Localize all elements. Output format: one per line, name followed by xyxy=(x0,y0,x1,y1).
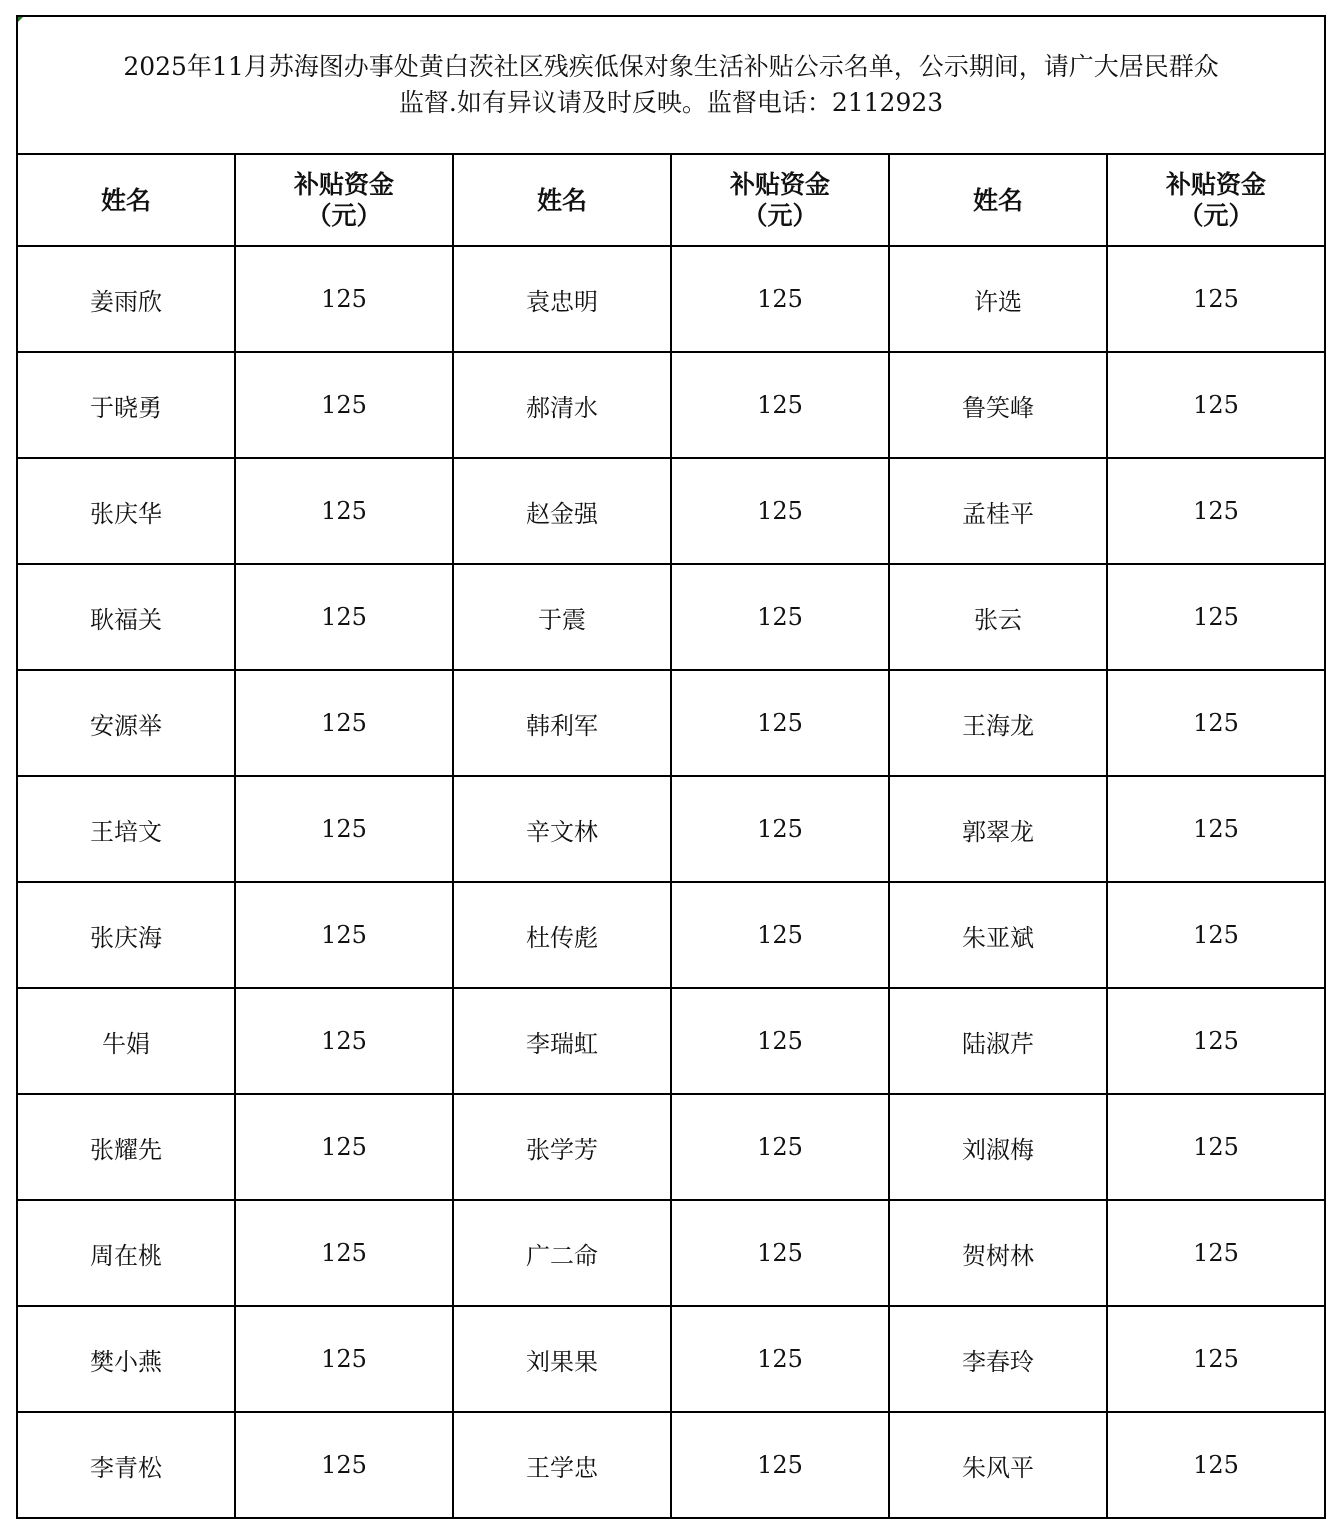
amount-cell[interactable]: 125 xyxy=(1107,1306,1325,1412)
amount-cell[interactable]: 125 xyxy=(235,988,453,1094)
amount-cell[interactable]: 125 xyxy=(235,882,453,988)
amount-cell[interactable]: 125 xyxy=(671,776,889,882)
header-amount-col-1[interactable] xyxy=(235,154,453,246)
name-cell[interactable]: 刘淑梅 xyxy=(889,1094,1107,1200)
name-cell[interactable]: 于晓勇 xyxy=(17,352,235,458)
header-amount-label: 补贴资金 xyxy=(729,170,830,199)
subsidy-table xyxy=(16,15,1326,1519)
name-cell[interactable]: 韩利军 xyxy=(453,670,671,776)
header-amount-label: 补贴资金 xyxy=(293,170,394,199)
amount-cell[interactable]: 125 xyxy=(671,1200,889,1306)
name-cell[interactable]: 耿福关 xyxy=(17,564,235,670)
name-cell[interactable]: 郭翠龙 xyxy=(889,776,1107,882)
amount-cell[interactable]: 125 xyxy=(1107,670,1325,776)
name-cell[interactable]: 赵金强 xyxy=(453,458,671,564)
amount-cell[interactable]: 125 xyxy=(1107,1412,1325,1518)
table-row xyxy=(17,352,1325,458)
notice-line-2: 监督.如有异议请及时反映。监督电话：2112923 xyxy=(398,88,944,117)
amount-cell[interactable]: 125 xyxy=(235,352,453,458)
name-cell[interactable]: 王培文 xyxy=(17,776,235,882)
name-cell[interactable]: 李瑞虹 xyxy=(453,988,671,1094)
amount-cell[interactable]: 125 xyxy=(1107,458,1325,564)
name-cell[interactable]: 张云 xyxy=(889,564,1107,670)
amount-cell[interactable]: 125 xyxy=(1107,1200,1325,1306)
table-row xyxy=(17,1306,1325,1412)
name-cell[interactable]: 张学芳 xyxy=(453,1094,671,1200)
table-row xyxy=(17,776,1325,882)
amount-cell[interactable]: 125 xyxy=(1107,352,1325,458)
table-row xyxy=(17,564,1325,670)
header-row xyxy=(17,154,1325,246)
table-row xyxy=(17,1200,1325,1306)
amount-cell[interactable]: 125 xyxy=(235,1094,453,1200)
name-cell[interactable]: 于震 xyxy=(453,564,671,670)
table-row xyxy=(17,988,1325,1094)
name-cell[interactable]: 袁忠明 xyxy=(453,246,671,352)
notice-cell[interactable] xyxy=(17,16,1325,154)
table-row xyxy=(17,670,1325,776)
name-cell[interactable]: 贺树林 xyxy=(889,1200,1107,1306)
name-cell[interactable]: 许选 xyxy=(889,246,1107,352)
table-row xyxy=(17,458,1325,564)
name-cell[interactable]: 孟桂平 xyxy=(889,458,1107,564)
name-cell[interactable]: 李青松 xyxy=(17,1412,235,1518)
amount-cell[interactable]: 125 xyxy=(235,1200,453,1306)
name-cell[interactable]: 杜传彪 xyxy=(453,882,671,988)
amount-cell[interactable]: 125 xyxy=(1107,564,1325,670)
header-amount-col-3[interactable] xyxy=(1107,154,1325,246)
table-row xyxy=(17,882,1325,988)
table-row xyxy=(17,246,1325,352)
name-cell[interactable]: 王海龙 xyxy=(889,670,1107,776)
name-cell[interactable]: 李春玲 xyxy=(889,1306,1107,1412)
amount-cell[interactable]: 125 xyxy=(235,776,453,882)
name-cell[interactable]: 广二命 xyxy=(453,1200,671,1306)
notice-row xyxy=(17,16,1325,154)
name-cell[interactable]: 安源举 xyxy=(17,670,235,776)
amount-cell[interactable]: 125 xyxy=(235,458,453,564)
name-cell[interactable]: 辛文林 xyxy=(453,776,671,882)
header-amount-col-2[interactable] xyxy=(671,154,889,246)
name-cell[interactable]: 樊小燕 xyxy=(17,1306,235,1412)
name-cell[interactable]: 周在桃 xyxy=(17,1200,235,1306)
amount-cell[interactable]: 125 xyxy=(671,1094,889,1200)
amount-cell[interactable]: 125 xyxy=(235,564,453,670)
name-cell[interactable]: 张庆华 xyxy=(17,458,235,564)
amount-cell[interactable]: 125 xyxy=(671,352,889,458)
name-cell[interactable]: 鲁笑峰 xyxy=(889,352,1107,458)
amount-cell[interactable]: 125 xyxy=(671,564,889,670)
name-cell[interactable]: 张庆海 xyxy=(17,882,235,988)
header-amount-unit: （元） xyxy=(306,201,382,230)
name-cell[interactable]: 陆淑芹 xyxy=(889,988,1107,1094)
amount-cell[interactable]: 125 xyxy=(1107,988,1325,1094)
name-cell[interactable]: 王学忠 xyxy=(453,1412,671,1518)
header-amount-label: 补贴资金 xyxy=(1166,170,1267,199)
header-amount-unit: （元） xyxy=(1178,201,1254,230)
amount-cell[interactable]: 125 xyxy=(671,246,889,352)
name-cell[interactable]: 刘果果 xyxy=(453,1306,671,1412)
amount-cell[interactable]: 125 xyxy=(671,882,889,988)
amount-cell[interactable]: 125 xyxy=(1107,246,1325,352)
amount-cell[interactable]: 125 xyxy=(235,1412,453,1518)
amount-cell[interactable]: 125 xyxy=(1107,882,1325,988)
table-row xyxy=(17,1094,1325,1200)
name-cell[interactable]: 张耀先 xyxy=(17,1094,235,1200)
name-cell[interactable]: 牛娟 xyxy=(17,988,235,1094)
amount-cell[interactable]: 125 xyxy=(1107,1094,1325,1200)
name-cell[interactable]: 朱风平 xyxy=(889,1412,1107,1518)
notice-line-1: 2025年11月苏海图办事处黄白茨社区残疾低保对象生活补贴公示名单，公示期间，请广大居民群众 xyxy=(123,52,1219,81)
amount-cell[interactable]: 125 xyxy=(671,670,889,776)
amount-cell[interactable]: 125 xyxy=(671,1412,889,1518)
amount-cell[interactable]: 125 xyxy=(235,246,453,352)
header-amount-unit: （元） xyxy=(742,201,818,230)
amount-cell[interactable]: 125 xyxy=(671,988,889,1094)
name-cell[interactable]: 朱亚斌 xyxy=(889,882,1107,988)
amount-cell[interactable]: 125 xyxy=(235,1306,453,1412)
amount-cell[interactable]: 125 xyxy=(671,1306,889,1412)
header-name-col-3[interactable]: 姓名 xyxy=(889,154,1107,246)
amount-cell[interactable]: 125 xyxy=(671,458,889,564)
table-row xyxy=(17,1412,1325,1518)
amount-cell[interactable]: 125 xyxy=(235,670,453,776)
name-cell[interactable]: 姜雨欣 xyxy=(17,246,235,352)
header-name-col-2[interactable]: 姓名 xyxy=(453,154,671,246)
header-name-col-1[interactable]: 姓名 xyxy=(17,154,235,246)
name-cell[interactable]: 郝清水 xyxy=(453,352,671,458)
amount-cell[interactable]: 125 xyxy=(1107,776,1325,882)
